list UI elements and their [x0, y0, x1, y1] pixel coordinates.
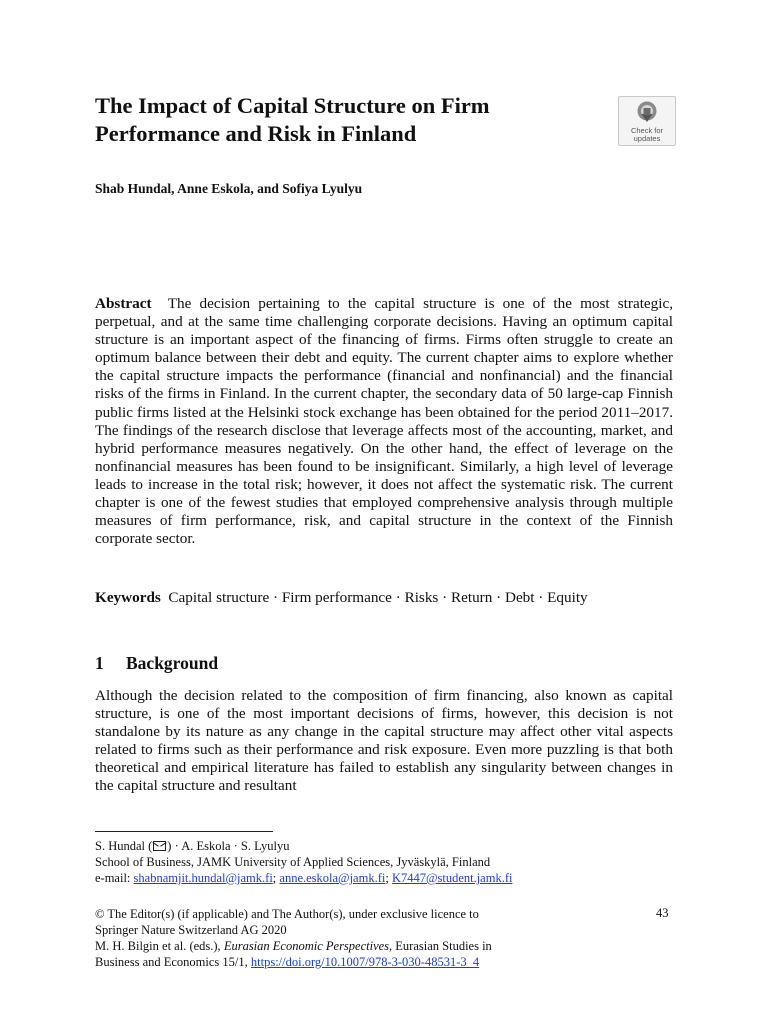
doi-link[interactable]: https://doi.org/10.1007/978-3-030-48531-3_4 [250, 955, 480, 969]
section-number: 1 [95, 653, 104, 673]
email-link-eskola[interactable]: anne.eskola@jamk.fi [279, 871, 386, 885]
citation-book-title: Eurasian Economic Perspectives [223, 939, 390, 953]
keywords-text: Capital structure · Firm performance · Risks · Return · Debt · Equity [168, 589, 588, 606]
footnote-emails: e-mail: shabnamjit.hundal@jamk.fi; anne.eskola@jamk.fi; K7447@student.jamk.fi [95, 871, 513, 885]
badge-line-2: updates [633, 134, 661, 143]
corresponding-author-close: ) [167, 839, 172, 853]
copyright-block [95, 906, 575, 970]
keywords-label: Keywords [95, 589, 161, 606]
author-list: Shab Hundal, Anne Eskola, and Sofiya Lyulyu [95, 181, 363, 196]
keywords [95, 589, 588, 607]
page-number: 43 [656, 906, 669, 920]
citation-series: , Eurasian Studies in [389, 939, 492, 953]
check-for-updates-badge[interactable] [618, 96, 676, 146]
copyright-line-2: Springer Nature Switzerland AG 2020 [95, 923, 287, 937]
coauthors: · A. Eskola · S. Lyulyu [174, 839, 290, 853]
badge-line-1: Check for [630, 126, 664, 135]
section-heading [95, 653, 218, 674]
footnote-authors [95, 838, 290, 854]
email-link-lyulyu[interactable]: K7447@student.jamk.fi [391, 871, 513, 885]
abstract-label: Abstract [95, 295, 152, 312]
abstract [95, 295, 673, 548]
paper-title: The Impact of Capital Structure on Firm Performance and Risk in Finland [95, 93, 490, 146]
footnote-affiliation: School of Business, JAMK University of Applied Sciences, Jyväskylä, Finland [95, 855, 491, 869]
citation-editors: M. H. Bilgin et al. (eds.), [95, 939, 221, 953]
citation-volume: Business and Economics 15/1, [95, 955, 248, 969]
badge-label [631, 127, 663, 143]
body-paragraph: Although the decision related to the composition of firm financing, also known as capital structure, is one of the most important decisions of firms, however, this decision is not standalone by its nature as any change in the capital structure may affect other vital aspects related to firms such as their performance and risk exposure. Even more puzzling is that both theoretical and empirical literature has failed to establish any singularity between changes in the capital structure and resultant [95, 687, 673, 795]
email-label: e-mail: [95, 871, 131, 885]
corresponding-author: S. Hundal ( [95, 839, 153, 853]
abstract-text: The decision pertaining to the capital structure is one of the most strategic, perpetual, and at the same time challenging corporate decisions. Having an optimum capital structure is an important aspect of the financing of firms. Firms often struggle to create an optimum balance between their debt and equity. The current chapter aims to explore whether the capital structure impacts the performance (financial and nonfinancial) and the financial risks of the firms in Finland. In the current chapter, the secondary data of 50 large-cap Finnish public firms listed at the Helsinki stock exchange has been obtained for the period 2011–2017. The findings of the research disclose that leverage affects most of the accounting, market, and hybrid performance measures negatively. On the other hand, the effect of leverage on the nonfinancial measures has been found to be insignificant. Similarly, a high level of leverage leads to increase in the total risk; however, it does not affect the systematic risk. The current chapter is one of the fewest studies that employed comprehensive analysis through multiple measures of firm performance, risk, and capital structure in the context of the Finnish corporate sector. [95, 295, 674, 548]
section-title: Background [126, 653, 219, 673]
copyright-line-1: © The Editor(s) (if applicable) and The Author(s), under exclusive licence to [95, 907, 479, 921]
footnote-divider [95, 831, 273, 832]
check-for-updates-icon [635, 100, 659, 126]
email-link-hundal[interactable]: shabnamjit.hundal@jamk.fi [133, 871, 273, 885]
envelope-icon [153, 841, 166, 851]
